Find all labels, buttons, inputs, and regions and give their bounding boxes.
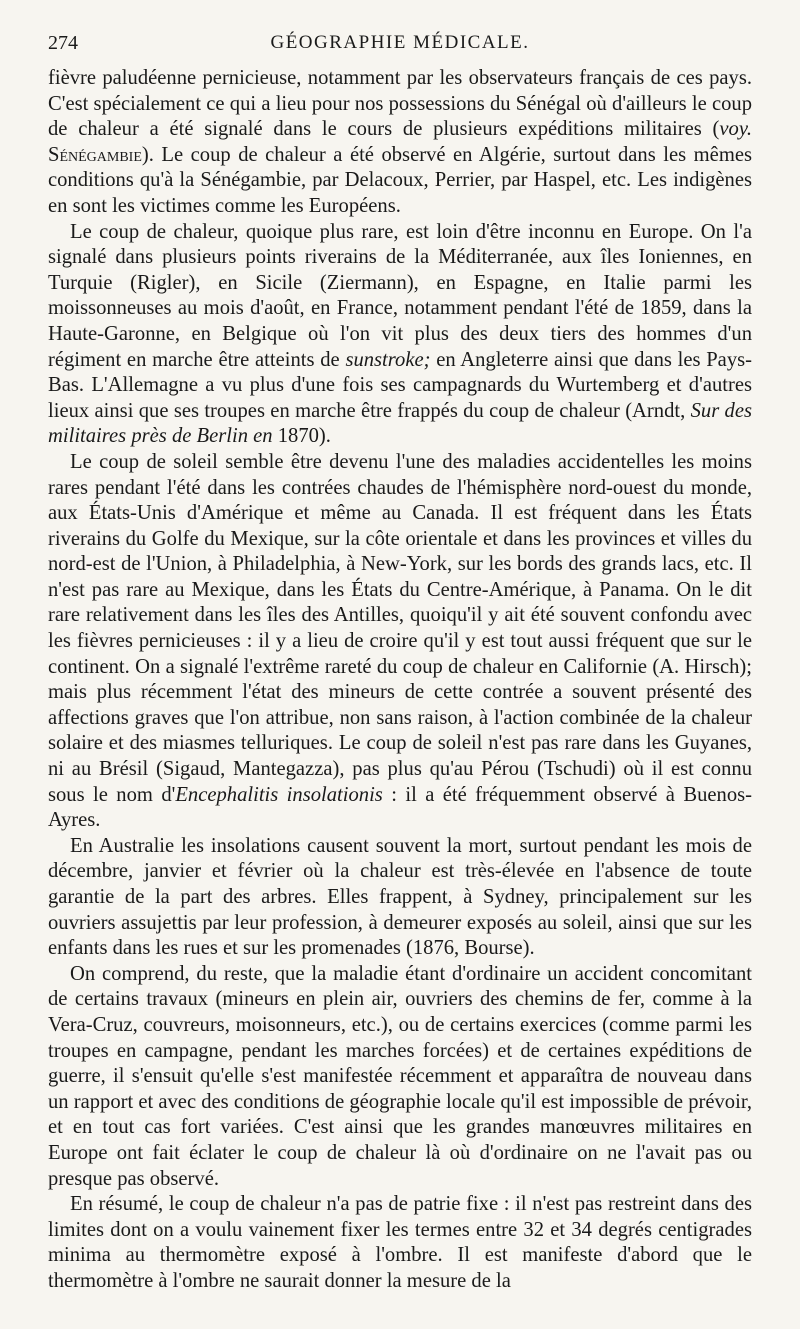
paragraph xyxy=(48,450,752,834)
paragraph xyxy=(48,834,752,962)
text-run: Le coup de soleil semble être devenu l'une des maladies accidentelles les moins rares pendant l'été dans les contrées chaudes de l'hémisphère nord-ouest du monde, aux États-Unis d'Amérique et même au Canada. Il est fréquent dans les États riverains du Golfe du Mexique, sur la côte orientale et dans les provinces et villes du nord-est de l'Union, à Philadelphia, à New-York, sur les bords des grands lacs, etc. Il n'est pas rare au Mexique, dans les États du Centre-Amérique, à Panama. On le dit rare relativement dans les îles des Antilles, quoiqu'il y ait été souvent confondu avec les fièvres pernicieuses : il y a lieu de croire qu'il y est tout aussi fréquent que sur le continent. On a signalé l'extrême rareté du coup de chaleur en Californie (A. Hirsch); mais plus récemment l'état des mineurs de cette contrée a souvent présenté des affections graves que l'on attribue, non sans raison, à l'action combinée de la chaleur solaire et des miasmes telluriques. Le coup de soleil n'est pas rare dans les Guyanes, ni au Brésil (Sigaud, Mantegazza), pas plus qu'au Pérou (Tschudi) où il est connu sous le nom d' xyxy=(48,450,752,806)
italic-text: Sur des militaires près de Berlin en xyxy=(48,399,752,448)
body-text xyxy=(48,66,752,1295)
paragraph xyxy=(48,220,752,450)
paragraph xyxy=(48,962,752,1192)
italic-text: voy. xyxy=(719,118,752,141)
text-run: On comprend, du reste, que la maladie étant d'ordinaire un accident concomitant de certains travaux (mineurs en plein air, ouvriers des chemins de fer, comme à la Vera-Cruz, couvreurs, moisonneurs, etc.), ou de certains exercices (comme parmi les troupes en campagne, pendant les marches forcées) et de certaines expéditions de guerre, il s'ensuit qu'elle s'est manifestée récemment et apparaîtra de nouveau dans un rapport et avec des conditions de géographie locale qu'il est impossible de prévoir, et en tout cas fort variées. C'est ainsi que les grandes manœuvres militaires en Europe ont fait éclater le coup de chaleur là où d'ordinaire on ne l'avait pas ou presque pas observé. xyxy=(48,962,753,1190)
text-run: fièvre paludéenne pernicieuse, notamment par les observateurs français de ces pays. C'est spécialement ce qui a lieu pour nos possessions du Sénégal où d'ailleurs le coup de chaleur a été signalé dans le cours de plusieurs expéditions militaires ( xyxy=(48,67,752,141)
smallcaps-text: Sénégambie xyxy=(48,143,142,166)
text-run: En Australie les insolations causent souvent la mort, surtout pendant les mois de décembre, janvier et février où la chaleur est très-élevée en l'absence de toute garantie de la part des arbres. Elles frappent, à Sydney, principalement sur les ouvriers assujettis par leur profession, à demeurer exposés au soleil, ainsi que sur les enfants dans les rues et sur les promenades (1876, Bourse). xyxy=(48,834,752,960)
paragraph xyxy=(48,1192,752,1294)
paragraph xyxy=(48,66,752,220)
running-title: GÉOGRAPHIE MÉDICALE. xyxy=(270,32,530,53)
text-run: ). Le coup de chaleur a été observé en Algérie, surtout dans les mêmes conditions qu'à la Sénégambie, par Delacoux, Perrier, par Haspel, etc. Les indigènes en sont les victimes comme les Européens. xyxy=(48,143,752,217)
italic-text: Encephalitis insolationis xyxy=(175,783,383,806)
page-header xyxy=(48,22,752,66)
text-run: En résumé, le coup de chaleur n'a pas de patrie fixe : il n'est pas restreint dans des limites dont on a voulu vainement fixer les termes entre 32 et 34 degrés centigrades minima au thermomètre exposé à l'ombre. Il est manifeste d'abord que le thermomètre à l'ombre ne saurait donner la mesure de la xyxy=(48,1193,752,1292)
text-run: 1870). xyxy=(272,425,331,448)
text-run: : il a été fréquemment observé à Buenos-Ayres. xyxy=(48,783,752,832)
text-run: en Angleterre ainsi que dans les Pays-Bas. L'Allemagne a vu plus d'une fois ses campagnards du Wurtemberg et d'autres lieux ainsi que ses troupes en marche être frappés du coup de chaleur (Arndt, xyxy=(48,348,752,422)
text-run: Le coup de chaleur, quoique plus rare, est loin d'être inconnu en Europe. On l'a signalé dans plusieurs points riverains de la Méditerranée, aux îles Ioniennes, en Turquie (Rigler), en Sicile (Ziermann), en Espagne, en Italie parmi les moissonneuses au mois d'août, en France, notamment pendant l'été de 1859, dans la Haute-Garonne, en Belgique où l'on vit plus des deux tiers des hommes d'un régiment en marche être atteints de xyxy=(48,220,752,371)
italic-text: sunstroke; xyxy=(345,348,431,371)
page-number: 274 xyxy=(48,32,78,54)
